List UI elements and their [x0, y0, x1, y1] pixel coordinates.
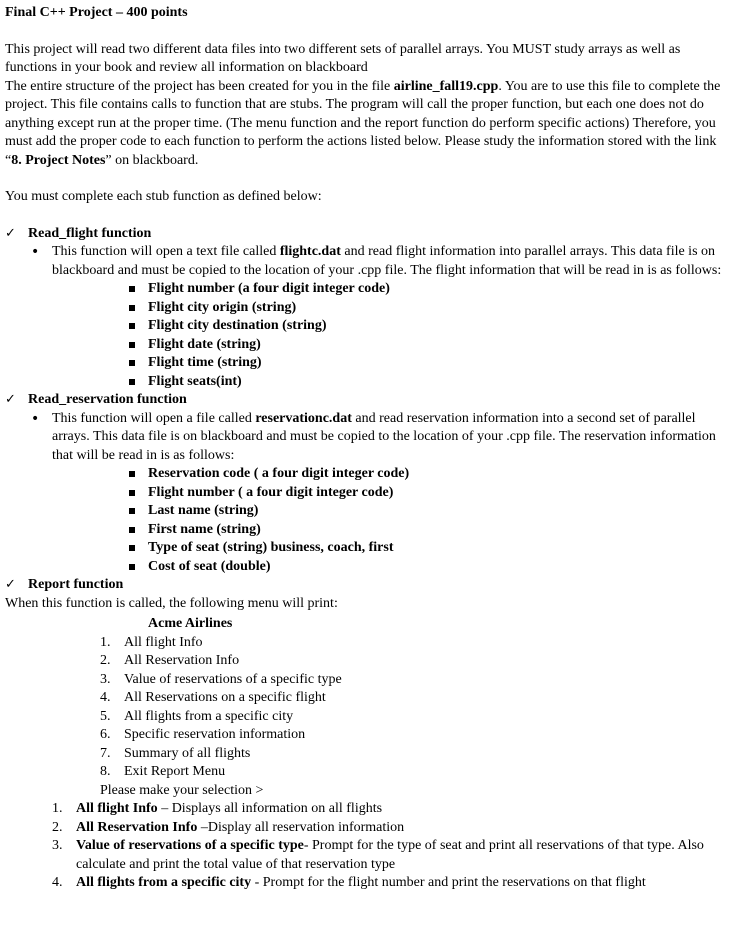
list-item-label: Flight number ( a four digit integer code)	[148, 484, 394, 500]
intro-paragraph-1: This project will read two different data files into two different sets of parallel arrays. You MUST study arrays as well as functions in your book and review all information on blackboard	[5, 41, 681, 75]
read-flight-heading	[5, 225, 729, 244]
menu-item-label: All Reservations on a specific flight	[124, 690, 326, 705]
list-item	[5, 317, 729, 336]
square-bullet-icon	[129, 564, 135, 570]
read-flight-desc-b: and read flight information into parallel arrays. This data file is on blackboard and must be copied to the location of your .cpp file. The flight information that will be read in is as follows:	[52, 244, 722, 278]
project-file-name: airline_fall19.cpp	[393, 78, 499, 94]
report-menu-list	[5, 634, 729, 782]
menu-item	[5, 689, 729, 708]
list-item-number: 2.	[52, 819, 63, 835]
document-page	[5, 4, 729, 893]
reservation-file-name: reservationc.dat	[255, 410, 352, 426]
menu-item-number: 8.	[100, 764, 111, 779]
list-item	[5, 819, 729, 838]
menu-item-number: 2.	[100, 653, 111, 668]
menu-item	[5, 726, 729, 745]
list-item-text: –Display all reservation information	[197, 819, 405, 835]
menu-item-label: Exit Report Menu	[124, 764, 226, 779]
list-item-title: Value of reservations of a specific type	[76, 838, 304, 853]
square-bullet-icon	[129, 545, 135, 551]
list-item	[5, 373, 729, 392]
list-item-label: Flight city destination (string)	[148, 318, 327, 333]
menu-item	[5, 745, 729, 764]
flight-fields-list	[5, 280, 729, 391]
list-item-label: Last name (string)	[148, 503, 259, 518]
menu-item-label: All flight Info	[124, 634, 203, 650]
square-bullet-icon	[129, 360, 135, 366]
menu-item-number: 7.	[100, 745, 111, 761]
read-reservation-description	[5, 410, 729, 466]
complete-instructions: You must complete each stub function as defined below:	[5, 189, 322, 204]
report-heading	[5, 576, 729, 595]
menu-item-number: 4.	[100, 690, 111, 705]
list-item	[5, 299, 729, 318]
list-item-number: 1.	[52, 801, 63, 816]
square-bullet-icon	[129, 527, 135, 533]
menu-item-number: 1.	[100, 634, 111, 650]
square-bullet-icon	[129, 379, 135, 385]
menu-title: Acme Airlines	[148, 616, 233, 631]
menu-item	[5, 671, 729, 690]
square-bullet-icon	[129, 490, 135, 496]
list-item-label: Reservation code ( a four digit integer code)	[148, 466, 410, 481]
menu-item-label: Summary of all flights	[124, 745, 251, 761]
checkmark-icon: ✓	[5, 577, 16, 592]
list-item-label: Flight number (a four digit integer code)	[148, 281, 390, 296]
list-item	[5, 539, 729, 558]
square-bullet-icon	[129, 342, 135, 348]
list-item-title: All flight Info	[76, 801, 158, 816]
menu-item-label: Value of reservations of a specific type	[124, 671, 342, 687]
list-item-title: All flights from a specific city	[76, 875, 252, 890]
selection-prompt: Please make your selection >	[100, 782, 264, 798]
list-item-label: Cost of seat (double)	[148, 558, 271, 574]
project-notes-link: 8. Project Notes	[11, 152, 106, 168]
report-intro: When this function is called, the following menu will print:	[5, 595, 338, 611]
list-item-label: First name (string)	[148, 521, 261, 537]
menu-item-number: 3.	[100, 671, 111, 687]
read-flight-title: Read_flight function	[28, 225, 152, 241]
menu-item-label: All Reservation Info	[124, 653, 240, 668]
read-flight-description	[5, 243, 729, 280]
read-reservation-heading	[5, 391, 729, 410]
list-item-label: Flight city origin (string)	[148, 299, 297, 315]
square-bullet-icon	[129, 323, 135, 329]
menu-item-number: 5.	[100, 708, 111, 724]
menu-item-number: 6.	[100, 727, 111, 742]
list-item	[5, 521, 729, 540]
list-item	[5, 558, 729, 577]
read-reservation-title: Read_reservation function	[28, 392, 187, 407]
list-item	[5, 354, 729, 373]
read-reservation-desc-b: and read reservation information into a second set of parallel arrays. This data file is on blackboard and must be copied to the location of your .cpp file. The reservation information that will be read in is as follows:	[52, 410, 716, 463]
intro-text-b: . You are to use this file to complete the project. This file contains calls to function that are stubs. The program will call the proper function, but each one does not do anything except run at the proper time. (The menu function and the report function do perform specific actions) Therefore, you must add the proper code to each function to perform the actions listed below. Please study the information stored with the link “	[5, 78, 721, 168]
list-item-text: - Prompt for the flight number and print the reservations on that flight	[251, 875, 646, 890]
square-bullet-icon	[129, 471, 135, 477]
document-title: Final C++ Project – 400 points	[5, 5, 188, 20]
checkmark-icon: ✓	[5, 392, 16, 407]
list-item	[5, 484, 729, 503]
bullet-icon: •	[31, 410, 40, 427]
list-item-label: Type of seat (string) business, coach, first	[148, 540, 394, 555]
list-item-text: - Prompt for the type of seat and print all reservations of that type. Also calculate and print the total value of that reservation type	[76, 838, 704, 872]
reservation-fields-list	[5, 465, 729, 576]
menu-item	[5, 763, 729, 782]
report-title: Report function	[28, 577, 124, 592]
square-bullet-icon	[129, 508, 135, 514]
intro-paragraph-2	[5, 78, 729, 171]
menu-item	[5, 652, 729, 671]
menu-item	[5, 708, 729, 727]
flight-file-name: flightc.dat	[279, 244, 341, 259]
list-item	[5, 465, 729, 484]
list-item-text: – Displays all information on all flights	[157, 801, 383, 816]
report-details-list	[5, 800, 729, 893]
checkmark-icon: ✓	[5, 225, 16, 241]
list-item-number: 4.	[52, 875, 63, 890]
list-item-title: All Reservation Info	[76, 819, 198, 835]
list-item-label: Flight date (string)	[148, 336, 261, 352]
list-item-label: Flight seats(int)	[148, 373, 242, 389]
list-item	[5, 336, 729, 355]
list-item-number: 3.	[52, 838, 63, 853]
square-bullet-icon	[129, 305, 135, 311]
menu-item	[5, 634, 729, 653]
menu-item-label: All flights from a specific city	[124, 708, 294, 724]
list-item-label: Flight time (string)	[148, 355, 262, 370]
bullet-icon: •	[31, 244, 40, 260]
read-reservation-desc-a: This function will open a file called	[52, 410, 256, 426]
square-bullet-icon	[129, 286, 135, 292]
intro-text-a: The entire structure of the project has been created for you in the file	[5, 78, 394, 94]
list-item	[5, 280, 729, 299]
menu-item-label: Specific reservation information	[124, 727, 306, 742]
intro-text-c: ” on blackboard.	[105, 152, 199, 168]
list-item	[5, 502, 729, 521]
list-item	[5, 874, 729, 893]
list-item	[5, 837, 729, 874]
read-flight-desc-a: This function will open a text file called	[52, 244, 280, 259]
list-item	[5, 800, 729, 819]
